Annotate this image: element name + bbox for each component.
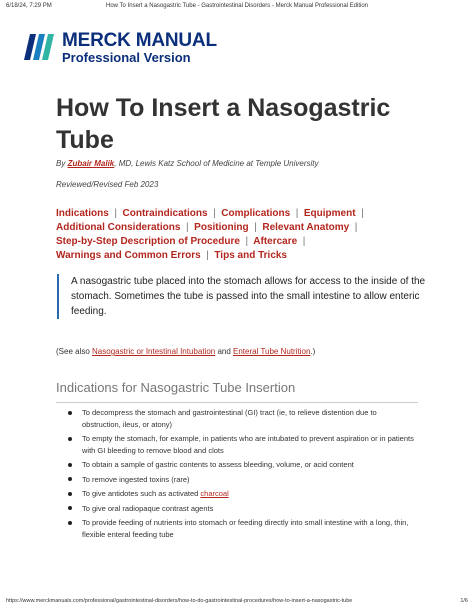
reviewed-date: Reviewed/Revised Feb 2023 [56, 180, 159, 189]
toc-separator: | [292, 208, 302, 219]
toc-separator: | [352, 222, 358, 233]
see-also-line [56, 347, 315, 356]
list-item-text: To obtain a sample of gastric contents to assess bleeding, volume, or acid content [82, 460, 354, 469]
indications-list [56, 407, 416, 543]
toc-link-procedure[interactable]: Step-by-Step Description of Procedure [56, 236, 240, 247]
merck-logo-icon [22, 30, 56, 64]
list-item-text: To decompress the stomach and gastrointestinal (GI) tract (ie, to relieve distention due to obstruction, ileus, or atony) [82, 408, 377, 429]
section-divider [56, 402, 418, 403]
list-item [56, 503, 416, 515]
list-item-text: To give oral radiopaque contrast agents [82, 503, 214, 513]
toc-link-relevant-anatomy[interactable]: Relevant Anatomy [262, 222, 350, 233]
list-item [56, 433, 416, 456]
list-item [56, 474, 416, 486]
toc-separator: | [183, 222, 192, 233]
author-line [56, 159, 319, 168]
browser-print-footer [6, 598, 468, 604]
see-also-and: and [215, 347, 234, 356]
list-item [56, 517, 416, 540]
toc-separator: | [358, 208, 364, 219]
charcoal-link[interactable]: charcoal [200, 489, 229, 498]
toc-separator: | [111, 208, 120, 219]
toc-link-warnings[interactable]: Warnings and Common Errors [56, 250, 201, 261]
logo-brand: MERCK MANUAL [62, 30, 217, 51]
indications-heading: Indications for Nasogastric Tube Insertion [56, 380, 296, 395]
list-item-text: To empty the stomach, for example, in patients who are intubated to prevent aspiration or in patients with GI bleeding to remove blood and clots [82, 434, 414, 455]
see-also-prefix: (See also [56, 347, 93, 356]
toc-link-contraindications[interactable]: Contraindications [122, 208, 208, 219]
toc-separator: | [299, 236, 306, 247]
toc-link-aftercare[interactable]: Aftercare [253, 236, 298, 247]
toc-link-complications[interactable]: Complications [221, 208, 291, 219]
toc-link-indications[interactable]: Indications [56, 208, 109, 219]
print-page-number: 1/6 [460, 598, 468, 604]
toc-link-additional-considerations[interactable]: Additional Considerations [56, 222, 181, 233]
see-also-link-intubation[interactable]: Nasogastric or Intestinal Intubation [92, 347, 216, 356]
list-item [56, 407, 416, 430]
print-page-title: How To Insert a Nasogastric Tube - Gastrointestinal Disorders - Merck Manual Professional Edition [106, 3, 368, 9]
list-item [56, 459, 416, 471]
see-also-suffix: .) [310, 347, 316, 356]
merck-manual-logo[interactable] [22, 28, 217, 68]
page-title: How To Insert a Nasogastric Tube [56, 94, 391, 154]
logo-edition: Professional Version [62, 50, 191, 65]
author-affiliation: , MD, Lewis Katz School of Medicine at Temple University [114, 159, 319, 168]
toc-separator: | [203, 250, 212, 261]
author-link[interactable]: Zubair Malik [67, 159, 115, 168]
see-also-link-enteral-nutrition[interactable]: Enteral Tube Nutrition [233, 347, 311, 356]
table-of-contents [56, 207, 376, 263]
toc-separator: | [251, 222, 260, 233]
list-item-text: To give antidotes such as activated [82, 489, 201, 498]
by-label: By [56, 159, 66, 168]
toc-separator: | [210, 208, 219, 219]
list-item-text: To remove ingested toxins (rare) [82, 474, 190, 484]
list-item-text: To provide feeding of nutrients into stomach or feeding directly into small intestine with a long, thin, flexible enteral feeding tube [82, 518, 409, 539]
list-item [56, 488, 416, 500]
toc-link-tips[interactable]: Tips and Tricks [214, 250, 287, 261]
summary-callout: A nasogastric tube placed into the stomach allows for access to the inside of the stomach. Sometimes the tube is passed into the small intestine to allow enteric feeding. [57, 274, 431, 319]
toc-link-equipment[interactable]: Equipment [303, 208, 356, 219]
toc-link-positioning[interactable]: Positioning [194, 222, 249, 233]
print-datetime: 6/18/24, 7:29 PM [6, 3, 52, 9]
toc-separator: | [242, 236, 251, 247]
print-url: https://www.merckmanuals.com/professional/gastrointestinal-disorders/how-to-do-gastrointestinal-procedures/how-to-insert-a-nasogastric-tube [6, 598, 353, 604]
